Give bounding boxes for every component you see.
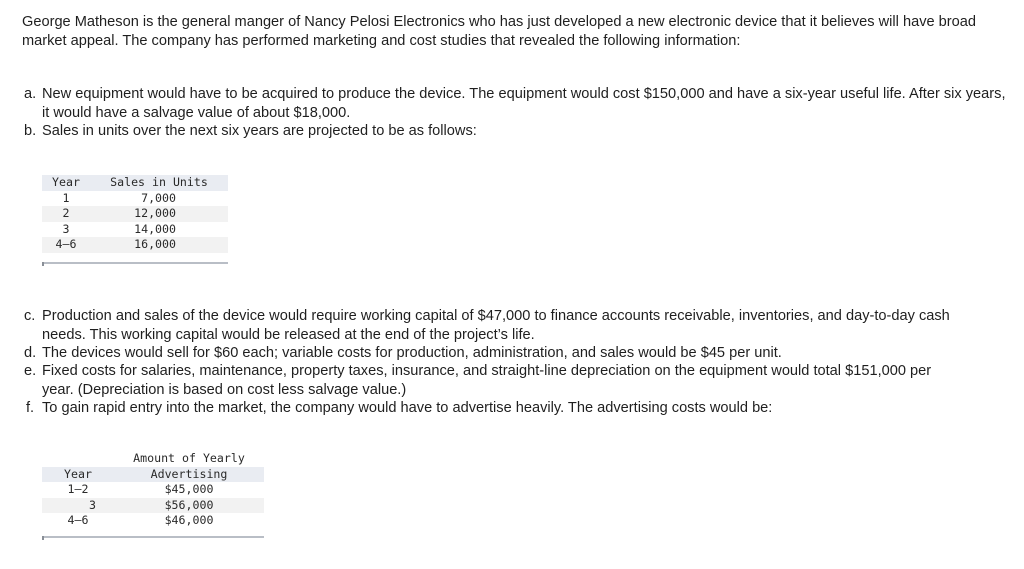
advertising-table-bottom-rule [42,536,264,538]
advertising-amount: $46,000 [164,513,214,527]
item-b [24,122,1014,141]
advertising-amount: $56,000 [114,498,264,514]
sales-row [42,191,228,207]
item-e-label: e. [24,363,37,379]
item-e-text: Fixed costs for salaries, maintenance, property taxes, insurance, and straight-line depreciation on the equipment would total $151,000 per year. (Depreciation is based on cost less salvage value.) [42,363,932,398]
item-b-text: Sales in units over the next six years are projected to be as follows: [42,123,477,139]
item-b-label: b. [24,123,37,139]
item-c-label: c. [24,308,36,324]
item-f [26,399,1016,418]
advertising-row [42,482,264,498]
item-a-label: a. [24,86,37,102]
advertising-header-amount: Amount of Yearly [133,451,245,465]
item-d-text: The devices would sell for $60 each; variable costs for production, administration, and sales would be $45 per unit. [42,345,782,361]
item-c [24,307,1014,344]
item-a-text: New equipment would have to be acquired to produce the device. The equipment would cost $150,000 and have a six-year useful life. After six years, it would have a salvage value of about $18,000. [42,86,1006,121]
advertising-year: 4–6 [67,513,89,527]
sales-table-bottom-rule [42,262,228,264]
sales-units: 12,000 [90,206,228,222]
sales-year: 1 [62,190,70,205]
advertising-table-rule-tick [42,536,44,540]
advertising-year: 3 [42,498,114,514]
sales-header-units: Sales in Units [90,175,228,191]
advertising-row [42,513,264,529]
sales-units: 16,000 [90,237,228,253]
advertising-header-row-1 [42,451,264,467]
sales-units: 14,000 [134,221,176,236]
item-f-text: To gain rapid entry into the market, the company would have to advertise heavily. The advertising costs would be: [42,400,773,416]
item-d [24,344,1014,363]
advertising-header-advertising: Advertising [114,467,264,483]
sales-row [42,206,228,222]
advertising-amount: $45,000 [164,482,214,496]
sales-table-rule-tick [42,262,44,266]
problem-intro: George Matheson is the general manger of Nancy Pelosi Electronics who has just developed a new electronic device that it believes will have broad market appeal. The company has performed marketing and cost studies that revealed the following information: [22,14,976,49]
sales-row [42,222,228,238]
sales-year: 2 [42,206,90,222]
sales-table-header [42,175,228,191]
sales-year: 3 [62,221,70,236]
item-a [24,85,1014,122]
sales-year: 4–6 [42,237,90,253]
sales-units: 7,000 [141,190,176,205]
sales-header-year: Year [42,175,90,191]
advertising-row [42,498,264,514]
item-d-label: d. [24,345,37,361]
advertising-header-row-2 [42,467,264,483]
advertising-table [42,451,264,529]
item-e [24,362,1014,399]
advertising-year: 1–2 [67,482,89,496]
item-c-text: Production and sales of the device would require working capital of $47,000 to finance accounts receivable, inventories, and day-to-day cash needs. This working capital would be released at the end of the project’s life. [42,308,950,343]
advertising-header-year: Year [42,467,114,483]
sales-table [42,175,228,253]
item-f-label: f. [26,400,35,416]
sales-row [42,237,228,253]
